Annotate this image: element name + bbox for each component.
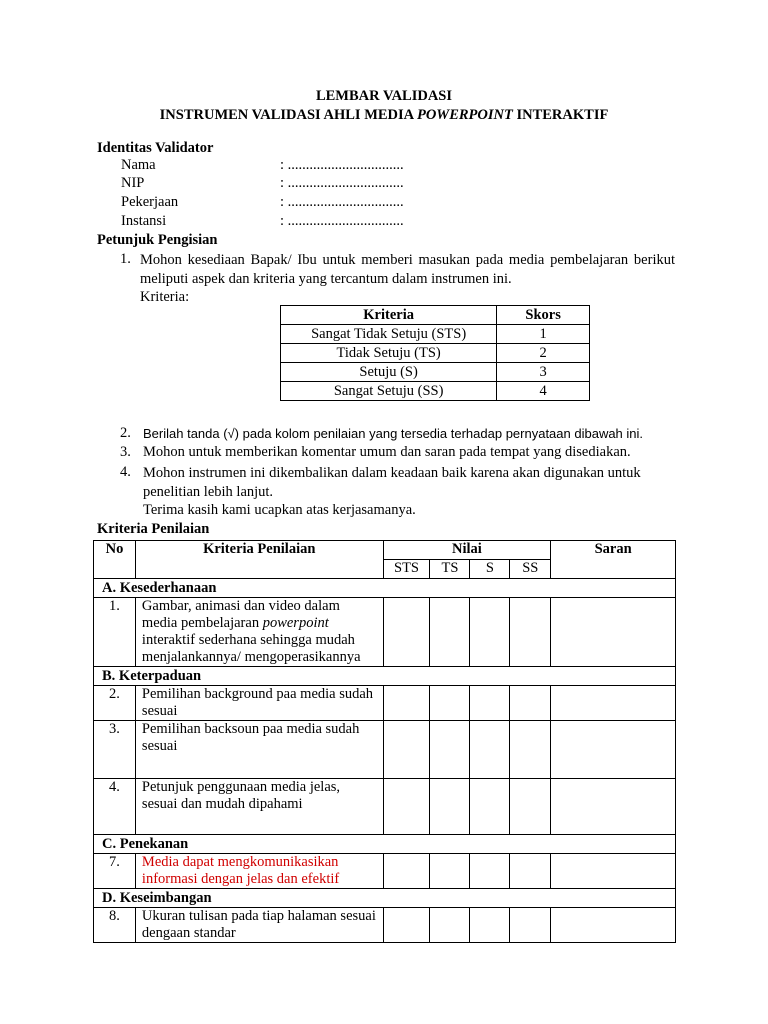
- cell-ts[interactable]: [430, 779, 470, 835]
- skor-cell: 4: [497, 382, 590, 401]
- row-criterion: Pemilihan backsoun paa media sudah sesuai: [135, 721, 383, 779]
- skor-cell: Sangat Tidak Setuju (STS): [281, 325, 497, 344]
- criterion-text: Gambar, animasi dan video dalam media pembelajaran: [141, 598, 340, 631]
- skor-cell: 3: [497, 363, 590, 382]
- skor-header-kriteria: Kriteria: [281, 306, 497, 325]
- cell-ss[interactable]: [510, 598, 551, 667]
- identitas-heading: Identitas Validator: [97, 140, 214, 156]
- table-row: [94, 686, 676, 721]
- cell-ts[interactable]: [430, 908, 470, 943]
- row-criterion: Petunjuk penggunaan media jelas, sesuai dan mudah dipahami: [135, 779, 383, 835]
- header-ts: TS: [430, 560, 470, 579]
- cell-s[interactable]: [470, 686, 510, 721]
- petunjuk-item-4: Mohon instrumen ini dikembalikan dalam keadaan baik karena akan digunakan untuk penelitian lebih lanjut.: [143, 465, 641, 500]
- field-value-nama: : ................................: [280, 157, 404, 173]
- field-value-instansi: : ................................: [280, 213, 404, 229]
- petunjuk-item-2: Berilah tanda (√) pada kolom penilaian yang tersedia terhadap pernyataan dibawah ini.: [143, 426, 644, 441]
- skor-cell: 2: [497, 344, 590, 363]
- table-row: [94, 908, 676, 943]
- petunjuk-num-4: 4.: [120, 464, 131, 480]
- section-d: D. Keseimbangan: [94, 889, 676, 908]
- section-b: B. Keterpaduan: [94, 667, 676, 686]
- cell-saran[interactable]: [551, 854, 676, 889]
- field-label-nip: NIP: [121, 175, 145, 191]
- header-sts: STS: [383, 560, 430, 579]
- header-ss: SS: [510, 560, 551, 579]
- cell-saran[interactable]: [551, 721, 676, 779]
- subtitle-prefix: INSTRUMEN VALIDASI AHLI MEDIA: [159, 107, 417, 123]
- row-no: 8.: [94, 908, 136, 943]
- row-no: 2.: [94, 686, 136, 721]
- kriteria-label: Kriteria:: [140, 289, 190, 305]
- header-no: No: [94, 541, 136, 579]
- cell-saran[interactable]: [551, 908, 676, 943]
- skor-cell: 1: [497, 325, 590, 344]
- cell-s[interactable]: [470, 908, 510, 943]
- field-label-instansi: Instansi: [121, 213, 167, 229]
- skor-cell: Tidak Setuju (TS): [281, 344, 497, 363]
- skor-cell: Setuju (S): [281, 363, 497, 382]
- cell-ts[interactable]: [430, 854, 470, 889]
- thanks-text: Terima kasih kami ucapkan atas kerjasamanya.: [143, 502, 416, 518]
- cell-saran[interactable]: [551, 686, 676, 721]
- cell-saran[interactable]: [551, 779, 676, 835]
- cell-s[interactable]: [470, 598, 510, 667]
- row-criterion: Pemilihan background paa media sudah sesuai: [135, 686, 383, 721]
- row-criterion: Ukuran tulisan pada tiap halaman sesuai dengaan standar: [135, 908, 383, 943]
- criterion-emphasis: powerpoint: [262, 615, 329, 631]
- petunjuk-item-3: Mohon untuk memberikan komentar umum dan saran pada tempat yang disediakan.: [143, 444, 631, 460]
- penilaian-table: [93, 540, 676, 943]
- field-value-nip: : ................................: [280, 175, 404, 191]
- skor-cell: Sangat Setuju (SS): [281, 382, 497, 401]
- cell-sts[interactable]: [383, 854, 430, 889]
- field-label-pekerjaan: Pekerjaan: [121, 194, 179, 210]
- petunjuk-item-1: Mohon kesediaan Bapak/ Ibu untuk memberi masukan pada media pembelajaran berikut meliputi aspek dan kriteria yang tercantum dalam instrumen ini.: [140, 252, 675, 287]
- header-nilai: Nilai: [383, 541, 551, 560]
- cell-ss[interactable]: [510, 908, 551, 943]
- header-saran: Saran: [551, 541, 676, 579]
- cell-ss[interactable]: [510, 721, 551, 779]
- skor-table: [280, 305, 590, 401]
- field-value-pekerjaan: : ................................: [280, 194, 404, 210]
- cell-sts[interactable]: [383, 686, 430, 721]
- header-s: S: [470, 560, 510, 579]
- row-no: 7.: [94, 854, 136, 889]
- cell-ts[interactable]: [430, 721, 470, 779]
- cell-ss[interactable]: [510, 686, 551, 721]
- cell-s[interactable]: [470, 854, 510, 889]
- doc-subtitle: [0, 107, 768, 124]
- cell-saran[interactable]: [551, 598, 676, 667]
- table-row: [94, 598, 676, 667]
- table-row: [94, 779, 676, 835]
- cell-sts[interactable]: [383, 598, 430, 667]
- cell-s[interactable]: [470, 779, 510, 835]
- field-label-nama: Nama: [121, 157, 156, 173]
- cell-ss[interactable]: [510, 779, 551, 835]
- petunjuk-heading: Petunjuk Pengisian: [97, 232, 218, 248]
- petunjuk-num-3: 3.: [120, 444, 131, 460]
- row-no: 1.: [94, 598, 136, 667]
- cell-sts[interactable]: [383, 721, 430, 779]
- row-criterion: Media dapat mengkomunikasikan informasi dengan jelas dan efektif: [135, 854, 383, 889]
- cell-ss[interactable]: [510, 854, 551, 889]
- skor-header-skors: Skors: [497, 306, 590, 325]
- row-no: 4.: [94, 779, 136, 835]
- cell-ts[interactable]: [430, 598, 470, 667]
- table-row: [94, 854, 676, 889]
- section-a: A. Kesederhanaan: [94, 579, 676, 598]
- subtitle-emphasis: POWERPOINT: [416, 107, 513, 123]
- header-kriteria: Kriteria Penilaian: [135, 541, 383, 579]
- subtitle-suffix: INTERAKTIF: [512, 107, 609, 123]
- petunjuk-num-1: 1.: [120, 251, 131, 267]
- row-no: 3.: [94, 721, 136, 779]
- section-c: C. Penekanan: [94, 835, 676, 854]
- petunjuk-num-2: 2.: [120, 425, 131, 441]
- kriteria-penilaian-heading: Kriteria Penilaian: [97, 521, 210, 537]
- row-criterion: [135, 598, 383, 667]
- cell-ts[interactable]: [430, 686, 470, 721]
- cell-s[interactable]: [470, 721, 510, 779]
- doc-title: LEMBAR VALIDASI: [315, 88, 453, 104]
- criterion-text: interaktif sederhana sehingga mudah menjalankannya/ mengoperasikannya: [141, 632, 361, 665]
- cell-sts[interactable]: [383, 908, 430, 943]
- cell-sts[interactable]: [383, 779, 430, 835]
- table-row: [94, 721, 676, 779]
